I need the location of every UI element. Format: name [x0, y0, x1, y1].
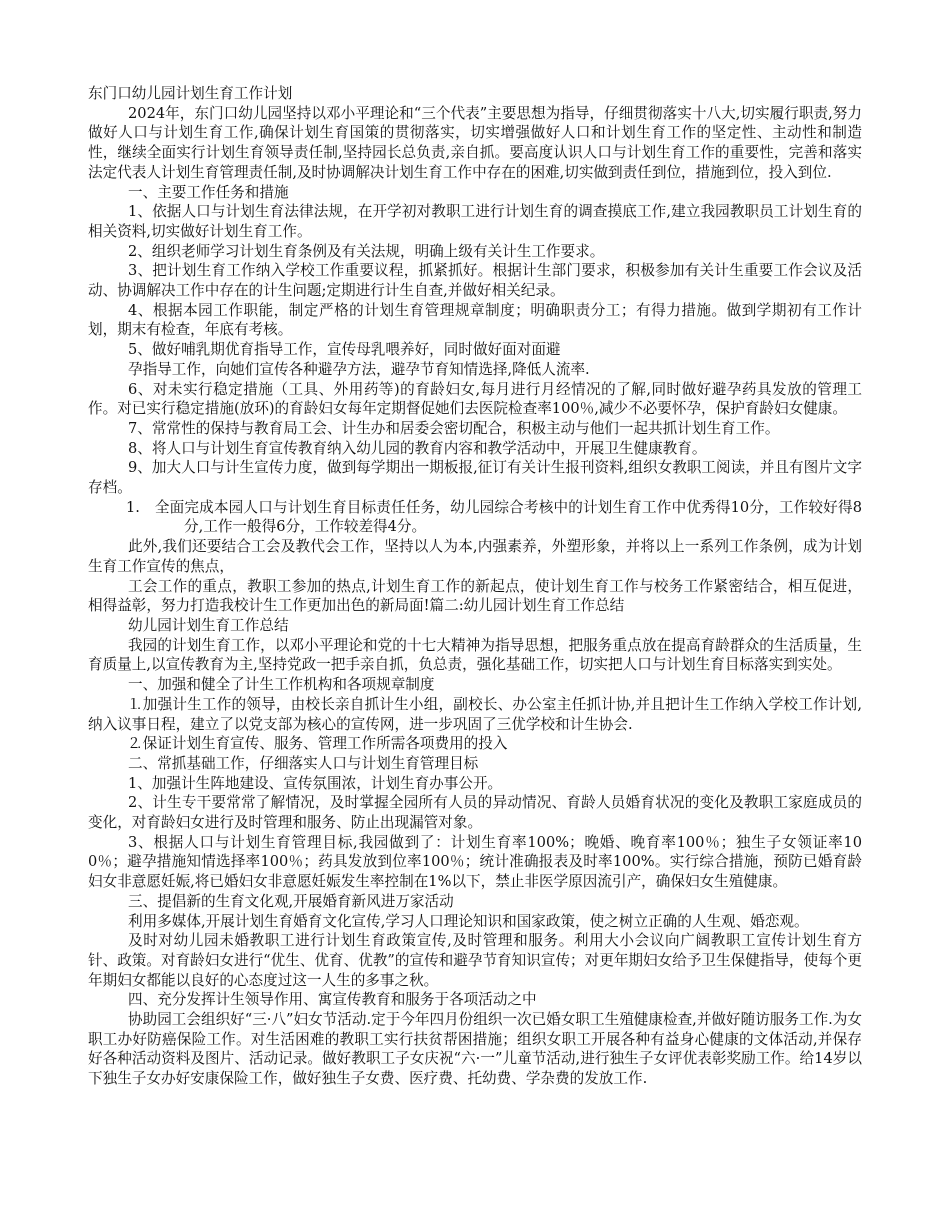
document-title: 东门口幼儿园计划生育工作计划 — [88, 85, 293, 102]
body-paragraph: 我园的计划生育工作，以邓小平理论和党的十七大精神为指导思想，把服务重点放在提高育龄群众的生活质量，生育质量上,以宣传教育为主,坚持党政一把手亲自抓，负总责，强化基础工作，切实把人口与计划生育目标落实到实处。 — [88, 636, 862, 674]
list-item: 2、组织老师学习计划生育条例及有关法规，明确上级有关计生工作要求。 — [128, 242, 605, 260]
section-heading: 四、充分发挥计生领导作用、寓宣传教育和服务于各项活动之中 — [128, 991, 537, 1009]
list-item: 3、把计划生育工作纳入学校工作重要议程，抓紧抓好。根据计生部门要求，积极参加有关计生重要工作会议及活动、协调解决工作中存在的计生问题;定期进行计生自查,并做好相关纪录。 — [88, 262, 862, 300]
list-item: 4、根据本园工作职能，制定严格的计划生育管理规章制度；明确职责分工；有得力措施。做到学期初有工作计划，期末有检查，年底有考核。 — [88, 301, 862, 339]
list-item: ⒉保证计划生育宣传、服务、管理工作所需各项费用的投入 — [128, 735, 508, 753]
list-item: 7、常常性的保持与教育局工会、计生办和居委会密切配合，积极主动与他们一起共抓计划生育工作。 — [128, 419, 780, 437]
list-item: 1、加强计生阵地建设、宣传氛围浓，计划生育办事公开。 — [128, 774, 503, 792]
section-heading: 三、提倡新的生育文化观,开展婚育新风进万家活动 — [128, 892, 454, 910]
list-item: 9、加大人口与计生宣传力度，做到每学期出一期板报,征订有关计生报刊资料,组织女教职工阅读，并且有图片文字存档。 — [88, 459, 862, 497]
intro-paragraph: 2024年，东门口幼儿园坚持以邓小平理论和“三个代表”主要思想为指导，仔细贯彻落实十八大,切实履行职责,努力做好人口与计划生育工作,确保计划生育国策的贯彻落实，切实增强做好人口和计划生育工作的坚定性、主动性和制造性，继续全面实行计划生育领导责任制,坚持园长总负责,亲自抓。要高度认识人口与计划生育工作的重要性，完善和落实法定代表人计划生育管理责任制,及时协调解决计划生育工作中存在的困难,切实做到责任到位，措施到位，投入到位. — [88, 104, 862, 181]
body-paragraph: 工会工作的重点，教职工参加的热点,计划生育工作的新起点，使计划生育工作与校务工作紧密结合，相互促进，相得益彰，努力打造我校计生工作更加出色的新局面!篇二:幼儿园计划生育工作总结 — [88, 577, 862, 615]
list-item: 6、对未实行稳定措施（工具、外用药等)的育龄妇女,每月进行月经情况的了解,同时做好避孕药具发放的管理工作。对已实行稳定措施(放环)的育龄妇女每年定期督促她们去医院检查率100％,减少不必要怀孕，保护育龄妇女健康。 — [88, 380, 862, 418]
list-item: ⒈加强计生工作的领导，由校长亲自抓计生小组，副校长、办公室主任抓计协,并且把计生工作纳入学校工作计划,纳入议事日程，建立了以党支部为核心的宣传网，进一步巩固了三优学校和计生协会. — [88, 695, 862, 733]
list-item: 1、依据人口与计划生育法律法规，在开学初对教职工进行计划生育的调查摸底工作,建立我园教职员工计划生育的相关资料,切实做好计划生育工作。 — [88, 203, 862, 240]
list-item: 8、将人口与计划生育宣传教育纳入幼儿园的教育内容和教学活动中，开展卫生健康教育。 — [128, 439, 707, 457]
body-paragraph: 孕指导工作，向她们宣传各种避孕方法，避孕节育知情选择,降低人流率. — [128, 360, 590, 378]
body-paragraph: 利用多媒体,开展计划生育婚育文化宣传,学习人口理论知识和国家政策，使之树立正确的人生观、婚恋观。 — [128, 912, 809, 930]
body-paragraph: 及时对幼儿园未婚教职工进行计划生育政策宣传,及时管理和服务。利用大小会议向广阔教职工宣传计划生育方针、政策。对育龄妇女进行“优生、优育、优教”的宣传和避孕节育知识宣传；对更年期妇女给予卫生保健指导，使每个更年期妇女都能以良好的心态度过这一人生的多事之秋。 — [88, 932, 862, 989]
body-paragraph: 此外,我们还要结合工会及教代会工作，坚持以人为本,内强素养，外塑形象，并将以上一系列工作条例，成为计划生育工作宣传的焦点， — [88, 538, 862, 575]
list-item: 2、计生专干要常常了解情况，及时掌握全园所有人员的异动情况、育龄人员婚育状况的变化及教职工家庭成员的变化，对育龄妇女进行及时管理和服务、防止出现漏管对象。 — [88, 794, 862, 832]
subtitle: 幼儿园计划生育工作总结 — [128, 616, 289, 634]
body-paragraph: 协助园工会组织好“三·八”妇女节活动.定于今年四月份组织一次已婚女职工生殖健康检查,并做好随访服务工作.为女职工办好防癌保险工作。对生活困难的教职工实行扶贫帮困措施；组织女职工开展各种有益身心健康的文体活动,并保存好各种活动资料及图片、活动记录。做好教职工子女庆祝“六·一”儿童节活动,进行独生子女评优表彰奖励工作。给14岁以下独生子女办好安康保险工作，做好独生子女费、医疗费、托幼费、学杂费的发放工作. — [88, 1011, 862, 1088]
numbered-item: 1. 全面完成本园人口与计划生育目标责任任务，幼儿园综合考核中的计划生育工作中优秀得10分，工作较好得8分,工作一般得6分，工作较差得4分。 — [126, 498, 862, 536]
section-heading: 一、主要工作任务和措施 — [128, 183, 289, 201]
section-heading: 二、常抓基础工作，仔细落实人口与计划生育管理目标 — [128, 754, 479, 772]
section-heading: 一、加强和健全了计生工作机构和各项规章制度 — [128, 676, 435, 694]
list-item: 5、做好哺乳期优育指导工作，宣传母乳喂养好，同时做好面对面避 — [128, 341, 561, 359]
list-item: 3、根据人口与计划生育管理目标,我园做到了：计划生育率100%；晚婚、晚育率100％；独生子女领证率100％；避孕措施知情选择率100％；药具发放到位率100％；统计准确报表及时率100%。实行综合措施，预防已婚育龄妇女非意愿妊娠,将已婚妇女非意愿妊娠发生率控制在1%以下，禁止非医学原因流引产，确保妇女生殖健康。 — [88, 833, 862, 891]
